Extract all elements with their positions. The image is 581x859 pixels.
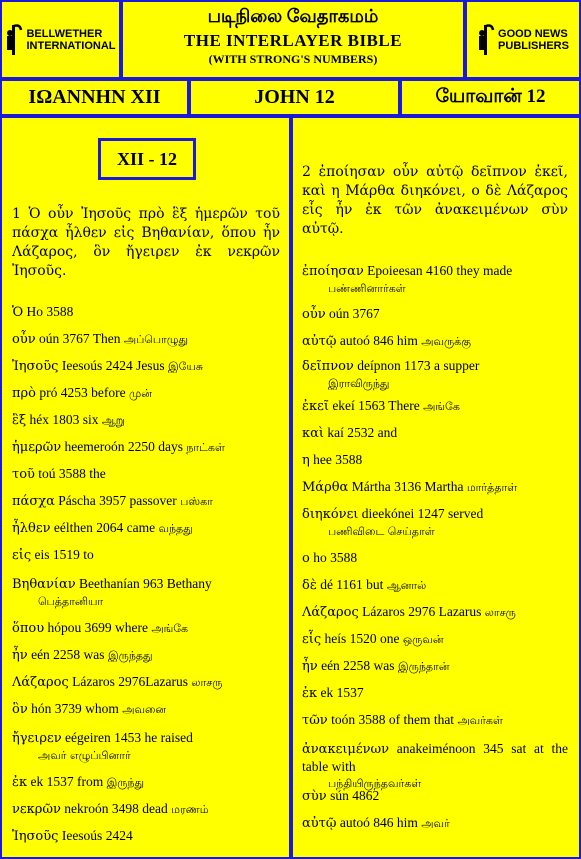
transliteration: eén 2258 was	[31, 647, 105, 662]
greek-word: ἐποίησαν	[302, 264, 364, 279]
greek-word: αὐτῷ	[302, 816, 337, 831]
book-english: JOHN 12	[189, 79, 400, 116]
greek-word: Ἰησοῦς	[12, 359, 59, 374]
greek-word: Ἰησοῦς	[12, 829, 59, 844]
transliteration: eis 1519 to	[34, 547, 94, 562]
left-entry	[12, 384, 280, 402]
transliteration: deípnon 1173 a supper	[357, 358, 480, 373]
right-entry	[302, 711, 568, 729]
right-entry	[302, 576, 568, 594]
greek-word: Ὁ	[12, 305, 24, 320]
transliteration: Lázaros 2976Lazarus	[72, 674, 188, 689]
left-entry	[12, 519, 280, 537]
transliteration: ek 1537	[320, 685, 364, 700]
greek-word: ἦν	[12, 648, 28, 663]
transliteration: Ieesoús 2424	[61, 828, 133, 843]
tamil-gloss: இராவிருந்து	[328, 377, 390, 390]
transliteration: eélthen 2064 came	[53, 520, 156, 535]
shepherd-icon	[477, 23, 495, 57]
greek-word: Λάζαρος	[12, 675, 69, 690]
tamil-gloss: அவருக்கு	[421, 335, 471, 348]
greek-word: ἦν	[302, 659, 318, 674]
transliteration: eén 2258 was	[321, 658, 395, 673]
greek-word: εἷς	[302, 632, 322, 647]
left-entry	[12, 492, 280, 510]
left-entry	[12, 729, 280, 764]
right-entry	[302, 478, 568, 496]
transliteration: hón 3739 whom	[31, 701, 119, 716]
transliteration: dieekónei 1247 served	[361, 506, 484, 521]
greek-word: τοῦ	[12, 467, 35, 482]
greek-word: τῶν	[302, 713, 328, 728]
greek-word: δεῖπνον	[302, 359, 354, 374]
transliteration: heís 1520 one	[324, 631, 400, 646]
right-entry	[302, 451, 568, 469]
right-entry	[302, 740, 568, 792]
greek-word: νεκρῶν	[12, 802, 61, 817]
tamil-gloss: இருந்தான்	[397, 660, 450, 673]
transliteration: Mártha 3136 Martha	[351, 479, 464, 494]
left-logo-line2: INTERNATIONAL	[26, 39, 116, 52]
page-title	[121, 0, 465, 79]
tamil-gloss: அவர்	[421, 817, 450, 830]
tamil-gloss: முன்	[129, 387, 152, 400]
greek-word: ἤγειρεν	[12, 731, 62, 746]
transliteration: hee 3588	[313, 452, 363, 467]
tamil-gloss: இருந்தது	[107, 649, 153, 662]
greek-word: η	[302, 453, 310, 468]
greek-word: Μάρθα	[302, 480, 349, 495]
right-entry	[302, 684, 568, 702]
right-entry	[302, 630, 568, 648]
greek-word: σὺν	[302, 789, 327, 804]
greek-word: ἀνακειμένων	[302, 742, 390, 757]
transliteration: heemeroón 2250 days	[64, 439, 183, 454]
tamil-gloss: அங்கே	[423, 400, 460, 413]
tamil-gloss: நாட்கள்	[186, 441, 225, 454]
right-logo-line1: GOOD NEWS	[498, 27, 568, 40]
transliteration: nekroón 3498 dead	[64, 801, 168, 816]
tamil-gloss: வந்தது	[158, 522, 193, 535]
tamil-gloss: மார்த்தாள்	[466, 481, 518, 494]
left-verse-text: 1 Ὁ οὖν Ἰησοῦς πρὸ ἓξ ἡμερῶν τοῦ πάσχα ἦλθεν εἰς Βηθανίαν, ὅπου ἦν Λάζαρος, ὃν ἤγειρεν ἐκ νεκρῶν Ἰησοῦς.	[12, 206, 280, 279]
transliteration: ekeí 1563 There	[332, 398, 420, 413]
left-entry	[12, 773, 280, 791]
greek-word: ἐκ	[302, 686, 318, 701]
greek-word: ἐκ	[12, 775, 28, 790]
left-entry	[12, 646, 280, 664]
greek-word: ὅπου	[12, 621, 45, 636]
right-entry	[302, 814, 568, 832]
left-entry	[12, 303, 280, 321]
tamil-gloss: லாசரு	[191, 676, 223, 689]
transliteration: toón 3588 of them that	[331, 712, 455, 727]
left-entry	[12, 800, 280, 818]
right-entry	[302, 424, 568, 442]
tamil-gloss: மரணம்	[171, 803, 209, 816]
transliteration: oún 3767 Then	[39, 331, 121, 346]
tamil-gloss: அவர் எழுப்பினார்	[38, 749, 131, 762]
right-entry	[302, 397, 568, 415]
right-entry	[302, 603, 568, 621]
transliteration: héx 1803 six	[29, 412, 99, 427]
tamil-gloss: பஸ்கா	[180, 495, 213, 508]
transliteration: Ieesoús 2424 Jesus	[61, 358, 165, 373]
greek-word: ἡμερῶν	[12, 440, 62, 455]
tamil-gloss: அவனை	[122, 703, 167, 716]
bellwether-logo	[0, 0, 121, 79]
transliteration: Beethanían 963 Bethany	[79, 576, 212, 591]
left-entry	[12, 619, 280, 637]
right-entry	[302, 357, 568, 392]
transliteration: hópou 3699 where	[47, 620, 148, 635]
greek-word: διηκόνει	[302, 507, 359, 522]
title-tamil: படிநிலை வேதாகமம்	[207, 6, 379, 26]
left-entry	[12, 438, 280, 456]
tamil-gloss: இருந்து	[106, 776, 145, 789]
transliteration: anakeiménoon 345 sat at the table with	[302, 741, 569, 774]
transliteration: kaí 2532 and	[327, 425, 398, 440]
verse-badge: XII - 12	[98, 138, 196, 180]
transliteration: oún 3767	[329, 306, 380, 321]
transliteration: ho 3588	[313, 550, 358, 565]
title-sub: (WITH STRONG'S NUMBERS)	[208, 52, 378, 66]
greek-word: Λάζαρος	[302, 605, 359, 620]
left-entry	[12, 700, 280, 718]
right-entry	[302, 787, 568, 805]
left-logo-line1: BELLWETHER	[26, 27, 103, 40]
right-logo-line2: PUBLISHERS	[498, 39, 569, 52]
greek-word: ο	[302, 551, 310, 566]
left-entry	[12, 546, 280, 564]
right-entry	[302, 332, 568, 350]
transliteration: autoó 846 him	[339, 815, 418, 830]
greek-word: ἓξ	[12, 413, 27, 428]
good-news-logo	[465, 0, 581, 79]
transliteration: toú 3588 the	[38, 466, 106, 481]
greek-word: οὖν	[12, 332, 36, 347]
transliteration: sún 4862	[330, 788, 380, 803]
transliteration: eégeiren 1453 he raised	[65, 730, 193, 745]
transliteration: ek 1537 from	[30, 774, 104, 789]
greek-word: ἦλθεν	[12, 521, 51, 536]
book-tamil: யோவான் 12	[400, 79, 581, 116]
right-entry	[302, 305, 568, 323]
greek-word: οὖν	[302, 307, 326, 322]
left-entry	[12, 827, 280, 845]
left-entry	[12, 575, 280, 610]
tamil-gloss: பந்தியிருந்தவர்கள்	[328, 777, 422, 790]
transliteration: Páscha 3957 passover	[58, 493, 177, 508]
greek-word: πρὸ	[12, 386, 37, 401]
title-main: THE INTERLAYER BIBLE	[183, 31, 403, 50]
right-entry	[302, 657, 568, 675]
greek-word: εἰς	[12, 548, 32, 563]
tamil-gloss: இயேசு	[167, 360, 204, 373]
greek-word: ὃν	[12, 702, 28, 717]
tamil-gloss: பெத்தானியா	[38, 595, 104, 608]
transliteration: Epoieesan 4160 they made	[367, 263, 513, 278]
tamil-gloss: பண்ணினார்கள்	[328, 282, 406, 295]
left-entry	[12, 465, 280, 483]
tamil-gloss: ஆனால்	[386, 579, 427, 592]
right-entry	[302, 262, 568, 297]
transliteration: dé 1161 but	[320, 577, 384, 592]
greek-word: αὐτῷ	[302, 334, 337, 349]
greek-word: πάσχα	[12, 494, 55, 509]
tamil-gloss: அப்பொழுது	[123, 333, 189, 346]
left-entry	[12, 411, 280, 429]
transliteration: Ho 3588	[26, 304, 74, 319]
transliteration: autoó 846 him	[339, 333, 418, 348]
tamil-gloss: அங்கே	[151, 622, 189, 635]
tamil-gloss: அவர்கள்	[457, 714, 503, 727]
tamil-gloss: ஆறு	[101, 414, 125, 427]
tamil-gloss: ஒருவன்	[402, 633, 444, 646]
greek-word: Βηθανίαν	[12, 577, 76, 592]
book-greek: ΙΩΑΝΝΗΝ XII	[0, 79, 189, 116]
tamil-gloss: பணிவிடை செய்தாள்	[328, 525, 435, 538]
greek-word: ἐκεῖ	[302, 399, 329, 414]
right-entry	[302, 549, 568, 567]
shepherd-icon	[5, 23, 23, 57]
right-entry	[302, 505, 568, 540]
left-entry	[12, 357, 280, 375]
greek-word: καὶ	[302, 426, 325, 441]
tamil-gloss: லாசரு	[484, 606, 516, 619]
transliteration: pró 4253 before	[39, 385, 126, 400]
right-verse-text: 2 ἐποίησαν οὖν αὐτῷ δεῖπνον ἐκεῖ, καὶ η Μάρθα διηκόνει, ο δὲ Λάζαρος εἷς ἦν ἐκ τῶν ἀνακειμένων σὺν αὐτῷ.	[302, 164, 568, 237]
left-entry	[12, 330, 280, 348]
greek-word: δὲ	[302, 578, 317, 593]
left-entry	[12, 673, 280, 691]
transliteration: Lázaros 2976 Lazarus	[362, 604, 482, 619]
